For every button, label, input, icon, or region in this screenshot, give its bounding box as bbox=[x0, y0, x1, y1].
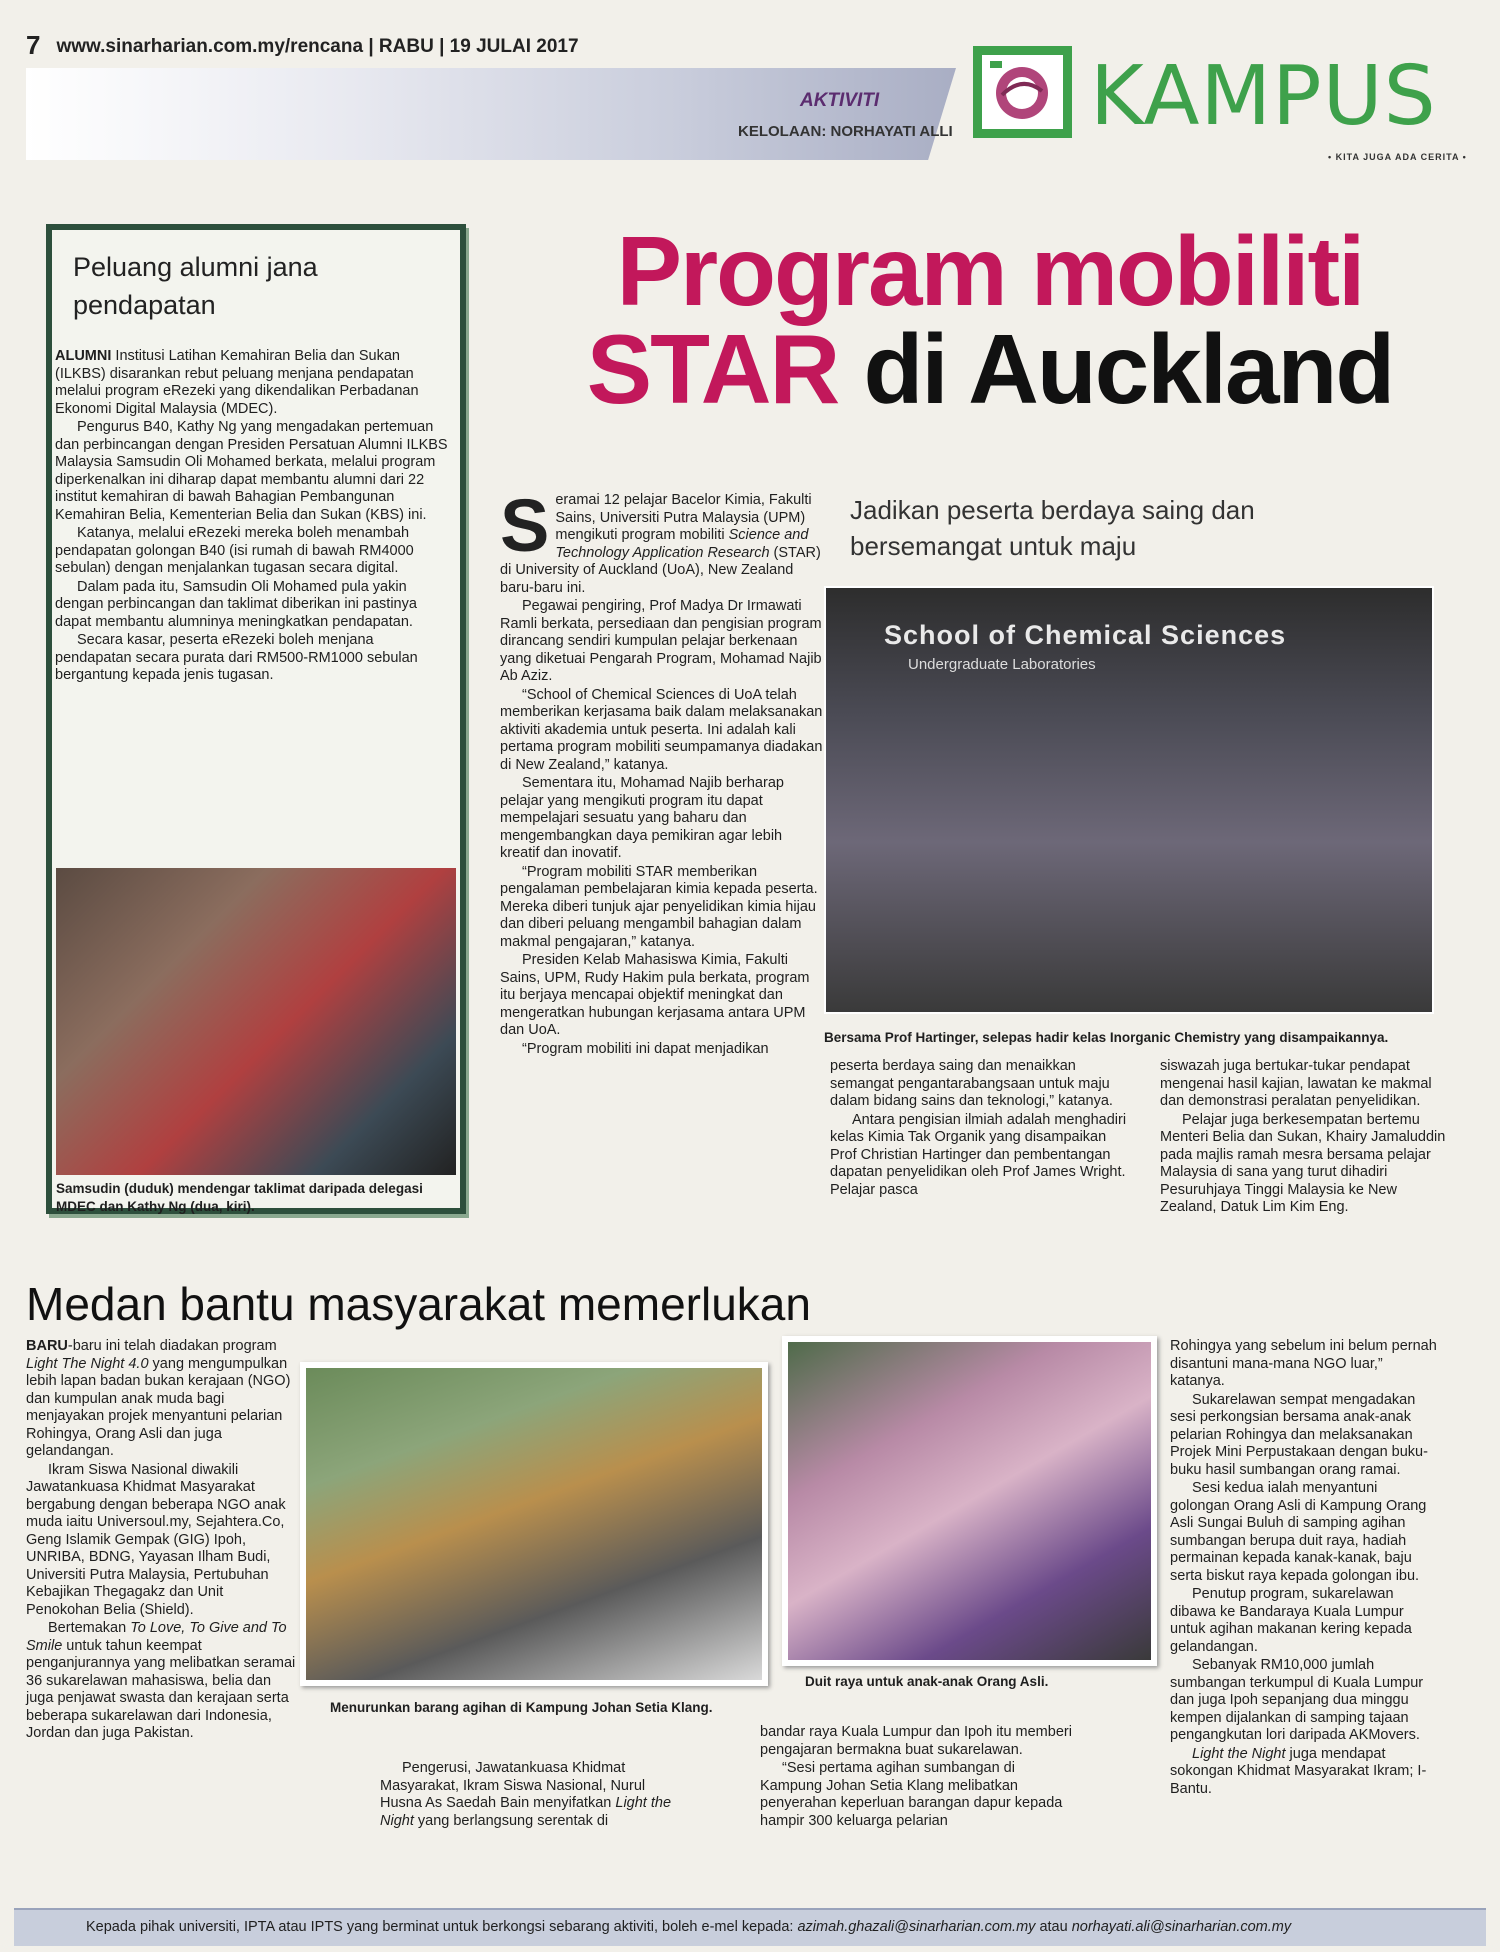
brand-tagline: • KITA JUGA ADA CERITA • bbox=[1328, 152, 1467, 162]
sidebar-body bbox=[55, 348, 450, 686]
main-paragraph: Presiden Kelab Mahasiswa Kimia, Fakulti Sains, UPM, Rudy Hakim pula berkata, program itu berjaya mencapai objektif meningkat dan mengeratkan hubungan kerjasama antara UPM dan UoA. bbox=[500, 952, 810, 1038]
footer-text: Kepada pihak universiti, IPTA atau IPTS yang berminat untuk berkongsi sebarang aktiviti, boleh e-mel kepada: bbox=[86, 1919, 798, 1935]
main-headline bbox=[530, 216, 1450, 424]
main-photo-caption: Bersama Prof Hartinger, selepas hadir kelas Inorganic Chemistry yang disampaikannya. bbox=[824, 1030, 1389, 1045]
second-photo-2 bbox=[782, 1336, 1157, 1666]
second-photo-1 bbox=[300, 1362, 768, 1686]
main-column-1 bbox=[500, 484, 825, 1059]
second-column-1 bbox=[26, 1338, 298, 1744]
second-paragraph: Sebanyak RM10,000 jumlah sumbangan terkumpul di Kuala Lumpur dan juga Ipoh sepanjang dua minggu kempen dijalankan di samping tajaan pengangkutan lori daripada AKMovers. bbox=[1170, 1657, 1424, 1743]
footer-email-1[interactable]: azimah.ghazali@sinarharian.com.my bbox=[797, 1919, 1036, 1935]
main-paragraph: siswazah juga bertukar-tukar pendapat mengenai hasil kajian, lawatan ke makmal dan demonstrasi peralatan penyelidikan. bbox=[1160, 1058, 1432, 1109]
dateline: www.sinarharian.com.my/rencana | RABU | 19 JULAI 2017 bbox=[56, 36, 579, 57]
section-label: AKTIVITI bbox=[800, 90, 880, 111]
page-header-line bbox=[26, 30, 579, 61]
footer-email-2[interactable]: norhayati.ali@sinarharian.com.my bbox=[1071, 1919, 1292, 1935]
second-paragraph: Ikram Siswa Nasional diwakili Jawatankuasa Khidmat Masyarakat bergabung dengan beberapa NGO anak muda iaitu Universoul.my, Sejahtera.Co, Geng Islamik Gempak (GIG) Ipoh, UNRIBA, BDNG, Yayasan Ilham Budi, Universiti Putra Malaysia, Pertubuhan Kebajikan Thegagakz dan Unit Penokohan Belia (Shield). bbox=[26, 1461, 286, 1618]
sidebar-paragraph: Katanya, melalui eRezeki mereka boleh menambah pendapatan golongan B40 (isi rumah di bawah RM4000 sebulan) dengan menjalankan tugasan secara digital. bbox=[55, 525, 414, 576]
headline-auckland: di Auckland bbox=[838, 314, 1394, 424]
second-paragraph: Light the Night juga mendapat sokongan Khidmat Masyarakat Ikram; I-Bantu. bbox=[1170, 1745, 1427, 1797]
lead-word: ALUMNI bbox=[55, 348, 112, 364]
header-band bbox=[26, 68, 956, 160]
second-photo-1-caption: Menurunkan barang agihan di Kampung Johan Setia Klang. bbox=[330, 1700, 713, 1715]
sidebar-paragraph: Dalam pada itu, Samsudin Oli Mohamed pula yakin dengan perbincangan dan taklimat diberikan ini pastinya dapat membantu alumninya meningkatkan pendapatan. bbox=[55, 578, 417, 630]
photo-sign-text: School of Chemical Sciences bbox=[884, 620, 1287, 650]
second-paragraph: Sukarelawan sempat mengadakan sesi perkongsian bersama anak-anak pelarian Rohingya dan melaksanakan Projek Mini Perpustakaan dengan buku-buku hasil sumbangan orang ramai. bbox=[1170, 1391, 1428, 1478]
second-paragraph: Rohingya yang sebelum ini belum pernah disantuni mana-mana NGO luar,” katanya. bbox=[1170, 1338, 1437, 1389]
main-paragraph: Pegawai pengiring, Prof Madya Dr Irmawati Ramli berkata, persediaan dan pengisian program dirancang sendiri kumpulan pelajar berkenaan yang diketuai Pengarah Program, Mohamad Najib Ab Aziz. bbox=[500, 598, 822, 684]
kampus-logo-icon bbox=[973, 46, 1072, 138]
sidebar-headline: Peluang alumni jana pendapatan bbox=[73, 252, 318, 320]
main-paragraph: Pelajar juga berkesempatan bertemu Menteri Belia dan Sukan, Khairy Jamaluddin pada majlis ramah mesra bersama pelajar Malaysia di sana yang turut dihadiri Pesuruhjaya Tinggi Malaysia ke New Zealand, Datuk Lim Kim Eng. bbox=[1160, 1111, 1446, 1215]
second-paragraph: Bertemakan To Love, To Give and To Smile untuk tahun keempat penganjurannya yang melibatkan seramai 36 sukarelawan mahasiswa, belia dan juga penjawat swasta dan kerajaan serta beberapa sukarelawan dari Indonesia, Jordan dan juga Pakistan. bbox=[26, 1620, 296, 1741]
second-paragraph: “Sesi pertama agihan sumbangan di Kampung Johan Setia Klang melibatkan penyerahan keperluan barangan dapur kepada hampir 300 keluarga pelarian bbox=[760, 1760, 1063, 1829]
main-column-3 bbox=[1160, 1058, 1450, 1218]
main-column-2 bbox=[830, 1058, 1130, 1200]
second-column-3 bbox=[760, 1724, 1080, 1831]
second-paragraph: Sesi kedua ialah menyantuni golongan Orang Asli di Kampung Orang Asli Sungai Buluh di samping agihan sumbangan berupa duit raya, hadiah permainan kepada kanak-kanak, baju serta biskut raya kepada golongan ibu. bbox=[1170, 1480, 1427, 1584]
main-deck: Jadikan peserta berdaya saing dan bersemangat untuk maju bbox=[850, 495, 1255, 561]
photo-sign-subtext: Undergraduate Laboratories bbox=[908, 656, 1096, 673]
sidebar-photo bbox=[56, 868, 456, 1175]
second-paragraph: Penutup program, sukarelawan dibawa ke Bandaraya Kuala Lumpur untuk agihan makanan kering kepada gelandangan. bbox=[1170, 1586, 1412, 1655]
footer-joiner: atau bbox=[1035, 1919, 1072, 1935]
second-photo-2-caption: Duit raya untuk anak-anak Orang Asli. bbox=[805, 1674, 1049, 1689]
main-paragraph: Antara pengisian ilmiah adalah menghadiri kelas Kimia Tak Organik yang disampaikan Prof Christian Hartinger dan pembentangan dapatan penyelidikan oleh Prof James Wright. Pelajar pasca bbox=[830, 1111, 1127, 1198]
sidebar-paragraph: Pengurus B40, Kathy Ng yang mengadakan pertemuan dan perbincangan dengan Presiden Persatuan Alumni ILKBS Malaysia Samsudin Oli Mohamed berkata, melalui program diperkenalkan ini diharap dapat membantu alumni dari 22 institut kemahiran di bawah Bahagian Pembangunan Kemahiran Belia, Kementerian Belia dan Sukan (KBS) ini. bbox=[55, 419, 448, 523]
main-paragraph: Sementara itu, Mohamad Najib berharap pelajar yang mengikuti program itu dapat mempelajari sesuatu yang baharu dan mengembangkan daya pemikiran agar lebih kreatif dan inovatif. bbox=[500, 775, 784, 861]
second-column-4 bbox=[1170, 1338, 1440, 1799]
editor-credit: KELOLAAN: NORHAYATI ALLI bbox=[738, 123, 953, 140]
second-paragraph: BARU-baru ini telah diadakan program Light The Night 4.0 yang mengumpulkan lebih lapan badan bukan kerajaan (NGO) dan kumpulan anak muda bagi menjayakan projek menyantuni pelarian Rohingya, Orang Asli dan juga gelandangan. bbox=[26, 1338, 291, 1459]
main-paragraph: peserta berdaya saing dan menaikkan semangat pengantarabangsaan untuk maju dalam bidang sains dan teknologi,” katanya. bbox=[830, 1058, 1113, 1109]
second-headline: Medan bantu masyarakat memerlukan bbox=[26, 1278, 811, 1330]
sidebar-photo-caption: Samsudin (duduk) mendengar taklimat daripada delegasi MDEC dan Kathy Ng (dua, kiri). bbox=[56, 1181, 423, 1214]
drop-cap: S bbox=[500, 484, 550, 567]
main-paragraph: “School of Chemical Sciences di UoA telah memberikan kerjasama baik dalam melaksanakan aktiviti akademia untuk peserta. Ini adalah kali pertama program mobiliti seumpamanya diadakan di New Zealand,” katanya. bbox=[500, 686, 823, 773]
second-paragraph: bandar raya Kuala Lumpur dan Ipoh itu memberi pengajaran bermakna buat sukarelawan. bbox=[760, 1724, 1072, 1758]
footer-bar bbox=[14, 1908, 1486, 1946]
second-paragraph: Pengerusi, Jawatankuasa Khidmat Masyarakat, Ikram Siswa Nasional, Nurul Husna As Saedah Bain menyifatkan Light the Night yang berlangsung serentak di bbox=[380, 1760, 672, 1829]
headline-star: STAR bbox=[586, 314, 839, 424]
sidebar-paragraph: ALUMNI Institusi Latihan Kemahiran Belia dan Sukan (ILKBS) disarankan rebut peluang menjana pendapatan melalui program eRezeki yang dikendalikan Perbadanan Ekonomi Digital Malaysia (MDEC). bbox=[55, 348, 419, 417]
main-paragraph: Seramai 12 pelajar Bacelor Kimia, Fakulti Sains, Universiti Putra Malaysia (UPM) mengikuti program mobiliti Science and Technology Application Research (STAR) di University of Auckland (UoA), New Zealand baru-baru ini. bbox=[500, 484, 821, 596]
brand-title: KAMPUS bbox=[1090, 49, 1437, 144]
main-paragraph: “Program mobiliti STAR memberikan pengalaman pembelajaran kimia kepada peserta. Mereka diberi tunjuk ajar penyelidikan kimia hijau dan diberi peluang mengambil bahagian dalam makmal pengajaran,” katanya. bbox=[500, 863, 818, 950]
lead-word: BARU bbox=[26, 1338, 68, 1354]
page-number: 7 bbox=[26, 30, 41, 60]
second-column-2 bbox=[380, 1760, 680, 1831]
main-paragraph: “Program mobiliti ini dapat menjadikan bbox=[522, 1040, 769, 1057]
sidebar-paragraph: Secara kasar, peserta eRezeki boleh menjana pendapatan secara purata dari RM500-RM1000 sebulan bergantung kepada jenis tugasan. bbox=[55, 632, 418, 683]
headline-line-1: Program mobiliti bbox=[616, 216, 1364, 326]
